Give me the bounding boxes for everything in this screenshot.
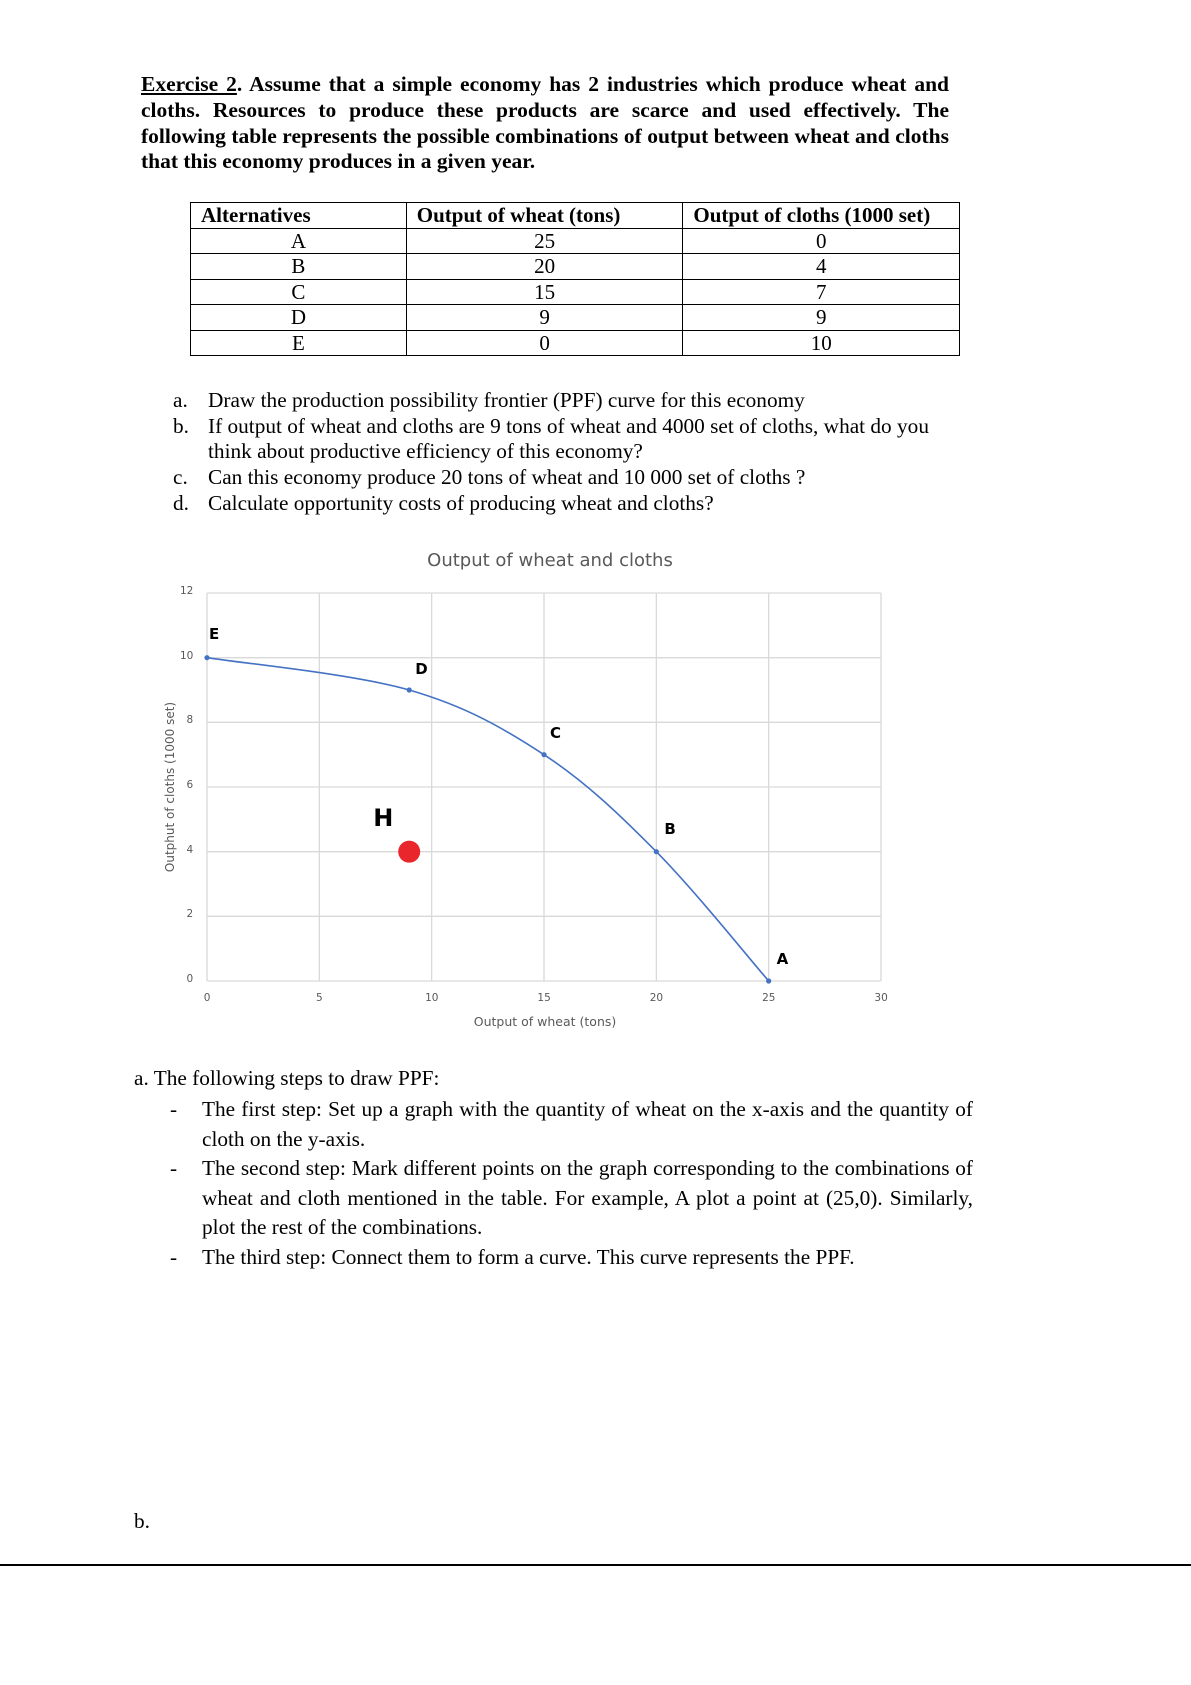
y-tick-label: 2 bbox=[186, 908, 194, 921]
y-tick-label: 8 bbox=[186, 714, 194, 727]
cell-wheat: 9 bbox=[406, 305, 683, 331]
question-marker: b. bbox=[173, 413, 189, 438]
point-label-d: D bbox=[415, 660, 428, 678]
y-tick-label: 6 bbox=[186, 779, 194, 791]
point-label-a: A bbox=[776, 950, 789, 968]
step-text: The second step: Mark different points on the graph corresponding to the combinations of wheat and cloth mentioned in the table. For example, A plot a point at (25,0). Similarly, plot the rest of the combinations. bbox=[202, 1156, 973, 1239]
ppf-point-marker bbox=[766, 978, 771, 983]
cell-alternative: B bbox=[191, 254, 407, 280]
point-label-e: E bbox=[209, 624, 220, 643]
x-tick-label: 10 bbox=[425, 992, 439, 1004]
y-tick-label: 0 bbox=[186, 973, 194, 985]
header-wheat: Output of wheat (tons) bbox=[406, 203, 683, 229]
cell-wheat: 25 bbox=[406, 228, 683, 254]
question-marker: a. bbox=[173, 388, 188, 412]
cell-wheat: 15 bbox=[406, 279, 683, 305]
exercise-label: Exercise 2 bbox=[141, 72, 237, 96]
x-axis-label: Output of wheat (tons) bbox=[473, 1014, 617, 1029]
point-label-b: B bbox=[664, 819, 676, 838]
step-dash: - bbox=[170, 1156, 178, 1180]
question-marker: d. bbox=[173, 490, 189, 515]
point-label-c: C bbox=[550, 723, 562, 742]
point-h-marker bbox=[398, 841, 420, 863]
steps-list bbox=[170, 1095, 973, 1272]
cell-cloths: 0 bbox=[683, 228, 960, 254]
y-tick-label: 12 bbox=[180, 585, 194, 597]
cell-cloths: 10 bbox=[683, 330, 960, 356]
page-bottom-rule bbox=[0, 1564, 1191, 1566]
x-tick-label: 20 bbox=[649, 992, 664, 1004]
header-alternatives: Alternatives bbox=[191, 203, 407, 229]
cell-alternative: D bbox=[191, 305, 407, 331]
y-tick-label: 10 bbox=[180, 649, 194, 662]
step-dash: - bbox=[170, 1097, 178, 1121]
step-text: The first step: Set up a graph with the quantity of wheat on the x-axis and the quantity of cloth on the y-axis. bbox=[202, 1097, 973, 1151]
step-dash: - bbox=[170, 1244, 178, 1269]
header-cloths: Output of cloths (1000 set) bbox=[683, 203, 960, 229]
cell-alternative: E bbox=[191, 330, 407, 356]
answer-a-heading: a. The following steps to draw PPF: bbox=[134, 1066, 440, 1090]
cell-wheat: 0 bbox=[406, 330, 683, 356]
ppf-point-marker bbox=[204, 655, 209, 660]
ppf-curve-path bbox=[207, 658, 769, 981]
point-label-h: H bbox=[373, 803, 394, 832]
x-tick-label: 5 bbox=[316, 992, 323, 1004]
step-text: The third step: Connect them to form a curve. This curve represents the PPF. bbox=[202, 1244, 855, 1269]
ppf-data-points bbox=[204, 655, 771, 984]
x-tick-label: 25 bbox=[762, 992, 776, 1004]
y-tick-label: 4 bbox=[186, 843, 194, 856]
question-text: Can this economy produce 20 tons of wheat and 10 000 set of cloths ? bbox=[208, 465, 806, 490]
cell-cloths: 4 bbox=[683, 254, 960, 280]
cell-cloths: 9 bbox=[683, 305, 960, 331]
exercise-intro-text: . Assume that a simple economy has 2 industries which produce wheat and cloths. Resources to produce these products are scarce and used effectively. The following table represents the possible combinations of output between wheat and cloths that this economy produces in a given year. bbox=[141, 72, 949, 174]
ppf-point-marker bbox=[541, 752, 546, 757]
step-item bbox=[170, 1154, 973, 1243]
x-tick-label: 15 bbox=[537, 992, 551, 1004]
y-axis-label: Outphut of cloths (1000 set) bbox=[163, 701, 177, 873]
cell-wheat: 20 bbox=[406, 254, 683, 280]
question-text: If output of wheat and cloths are 9 tons of wheat and 4000 set of cloths, what do you think about productive efficiency of this economy? bbox=[208, 413, 929, 464]
ppf-point-marker bbox=[654, 849, 659, 854]
chart-gridlines bbox=[207, 593, 881, 981]
chart-title: Output of wheat and cloths bbox=[427, 550, 673, 571]
cell-alternative: C bbox=[191, 279, 407, 305]
ppf-point-marker bbox=[407, 687, 412, 692]
question-text: Draw the production possibility frontier (PPF) curve for this economy bbox=[208, 388, 805, 412]
question-marker: c. bbox=[173, 465, 188, 490]
step-item bbox=[170, 1095, 973, 1154]
answer-b-marker: b. bbox=[134, 1509, 150, 1533]
cell-alternative: A bbox=[191, 228, 407, 254]
question-text: Calculate opportunity costs of producing wheat and cloths? bbox=[208, 490, 714, 515]
x-tick-label: 0 bbox=[203, 992, 211, 1004]
x-tick-label: 30 bbox=[874, 992, 888, 1004]
step-item bbox=[170, 1243, 973, 1273]
cell-cloths: 7 bbox=[683, 279, 960, 305]
